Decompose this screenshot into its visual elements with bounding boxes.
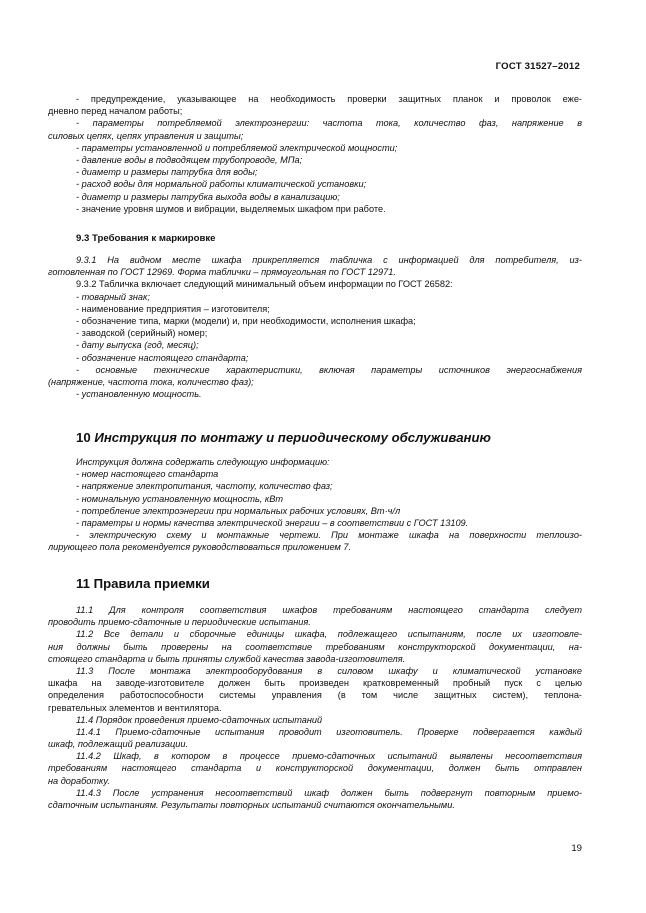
text-line: стоящего стандарта и быть приняты службой качества завода-изготовителя. — [48, 653, 406, 664]
text-line: силовых цепях, цепях управления и защиты; — [48, 130, 244, 141]
text-line: - параметры потребляемой электроэнергии: частота тока, количество фаз, напряжение в — [76, 118, 582, 129]
section-11-body — [48, 604, 582, 811]
text-line: 9.3.2 Табличка включает следующий минимальный объем информации по ГОСТ 26582: — [76, 279, 453, 290]
text-line: шкаф, подлежащий реализации. — [48, 739, 189, 750]
text-line: - давление воды в подводящем трубопроводе, МПа; — [76, 154, 303, 165]
section-10-body — [48, 456, 582, 554]
text-line: - наименование предприятия – изготовителя; — [76, 303, 270, 314]
text-line: - значение уровня шумов и вибрации, выделяемых шкафом при работе. — [76, 203, 386, 214]
text-line: - дату выпуска (год, месяц); — [76, 340, 199, 351]
text-line: - диаметр и размеры патрубка выхода воды в канализацию; — [76, 191, 340, 202]
text-line: 11.2 Все детали и сборочные единицы шкафа, подлежащего испытаниям, после их изготовле- — [76, 629, 582, 640]
page-header-doc-id: ГОСТ 31527–2012 — [495, 61, 580, 72]
section-heading: 11 Правила приемки — [76, 576, 210, 591]
text-line: 11.3 После монтажа электрооборудования в силовом шкафу и климатической установке — [76, 665, 582, 676]
text-line: 11.4.3 После устранения несоответствий шкаф должен быть подвергнут повторным приемо- — [76, 787, 582, 798]
text-line: - электрическую схему и монтажные чертежи. При монтаже шкафа на поверхности теплоизо- — [76, 530, 582, 541]
text-line: 9.3.1 На видном месте шкафа прикрепляется табличка с информацией для потребителя, из- — [76, 255, 582, 265]
text-line: - обозначение типа, марки (модели) и, при необходимости, исполнения шкафа; — [76, 315, 416, 326]
text-line: - установленную мощность. — [76, 389, 202, 400]
text-line: ния должны быть проверены на соответствие требованиям конструкторской документации, на- — [48, 641, 582, 652]
text-line: гревательных элементов и вентилятора. — [48, 702, 222, 713]
section-number: 10 — [76, 430, 91, 445]
text-line: дневно перед началом работы; — [48, 106, 183, 117]
page-number: 19 — [571, 843, 582, 854]
section-10 — [48, 430, 582, 446]
text-line: определения работоспособности системы управления (в том числе защитных систем), теплона- — [48, 690, 582, 701]
text-line: шкафа на заводе-изготовителе должен быть произведен кратковременный пробный пуск с целью — [48, 678, 582, 689]
text-line: требованиям настоящего стандарта и конструкторской документации, должен быть отправлен — [48, 763, 582, 774]
text-line: проводить приемо-сдаточные и периодические испытания. — [48, 617, 311, 628]
text-line: 11.4.2 Шкаф, в котором в процессе приемо-сдаточных испытаний выявлены несоответствия — [76, 751, 582, 762]
text-line: - потребление электроэнергии при нормальных рабочих условиях, Вт·ч/л — [76, 505, 401, 516]
text-line: - основные технические характеристики, включая параметры источников энергоснабжения — [76, 364, 582, 375]
section-heading: 9.3 Требования к маркировке — [76, 233, 216, 244]
text-line: - товарный знак; — [76, 291, 150, 302]
text-line: - номер настоящего стандарта — [76, 469, 219, 480]
text-line: - диаметр и размеры патрубка для воды; — [76, 167, 258, 178]
text-line: - расход воды для нормальной работы климатической установки; — [76, 179, 367, 190]
text-line: - обозначение настоящего стандарта; — [76, 352, 249, 363]
text-line: - заводской (серийный) номер; — [76, 328, 208, 339]
text-line: - параметры установленной и потребляемой электрической мощности; — [76, 142, 398, 153]
text-line: Инструкция должна содержать следующую информацию: — [76, 457, 330, 467]
text-line: - номинальную установленную мощность, кВт — [76, 493, 284, 504]
section-heading — [48, 430, 582, 446]
section-title: Инструкция по монтажу и периодическому обслуживанию — [94, 430, 491, 445]
text-line: сдаточным испытаниям. Результаты повторных испытаний считаются окончательными. — [48, 800, 455, 810]
text-line: - напряжение электропитания, частоту, количество фаз; — [76, 481, 333, 492]
text-line: - предупреждение, указывающее на необходимость проверки защитных планок и проволок ежe- — [76, 94, 582, 104]
section-9-3-body — [48, 254, 582, 400]
section-9-3 — [48, 233, 582, 245]
text-line: готовленная по ГОСТ 12969. Форма таблички – прямоугольная по ГОСТ 12971. — [48, 267, 396, 278]
text-line: (напряжение, частота тока, количество фаз); — [48, 376, 254, 387]
text-line: 11.4 Порядок проведения приемо-сдаточных испытаний — [76, 714, 323, 725]
requirements-list — [48, 93, 582, 215]
text-line: на доработку. — [48, 775, 110, 786]
section-11 — [48, 576, 582, 592]
text-line: лирующего пола рекомендуется руководствоваться приложением 7. — [48, 542, 352, 553]
text-line: 11.1 Для контроля соответствия шкафов требованиям настоящего стандарта следует — [76, 605, 582, 615]
text-line: 11.4.1 Приемо-сдаточные испытания проводит изготовитель. Проверке подвергается каждый — [76, 726, 582, 737]
text-line: - параметры и нормы качества электрической энергии – в соответствии с ГОСТ 13109. — [76, 517, 469, 528]
